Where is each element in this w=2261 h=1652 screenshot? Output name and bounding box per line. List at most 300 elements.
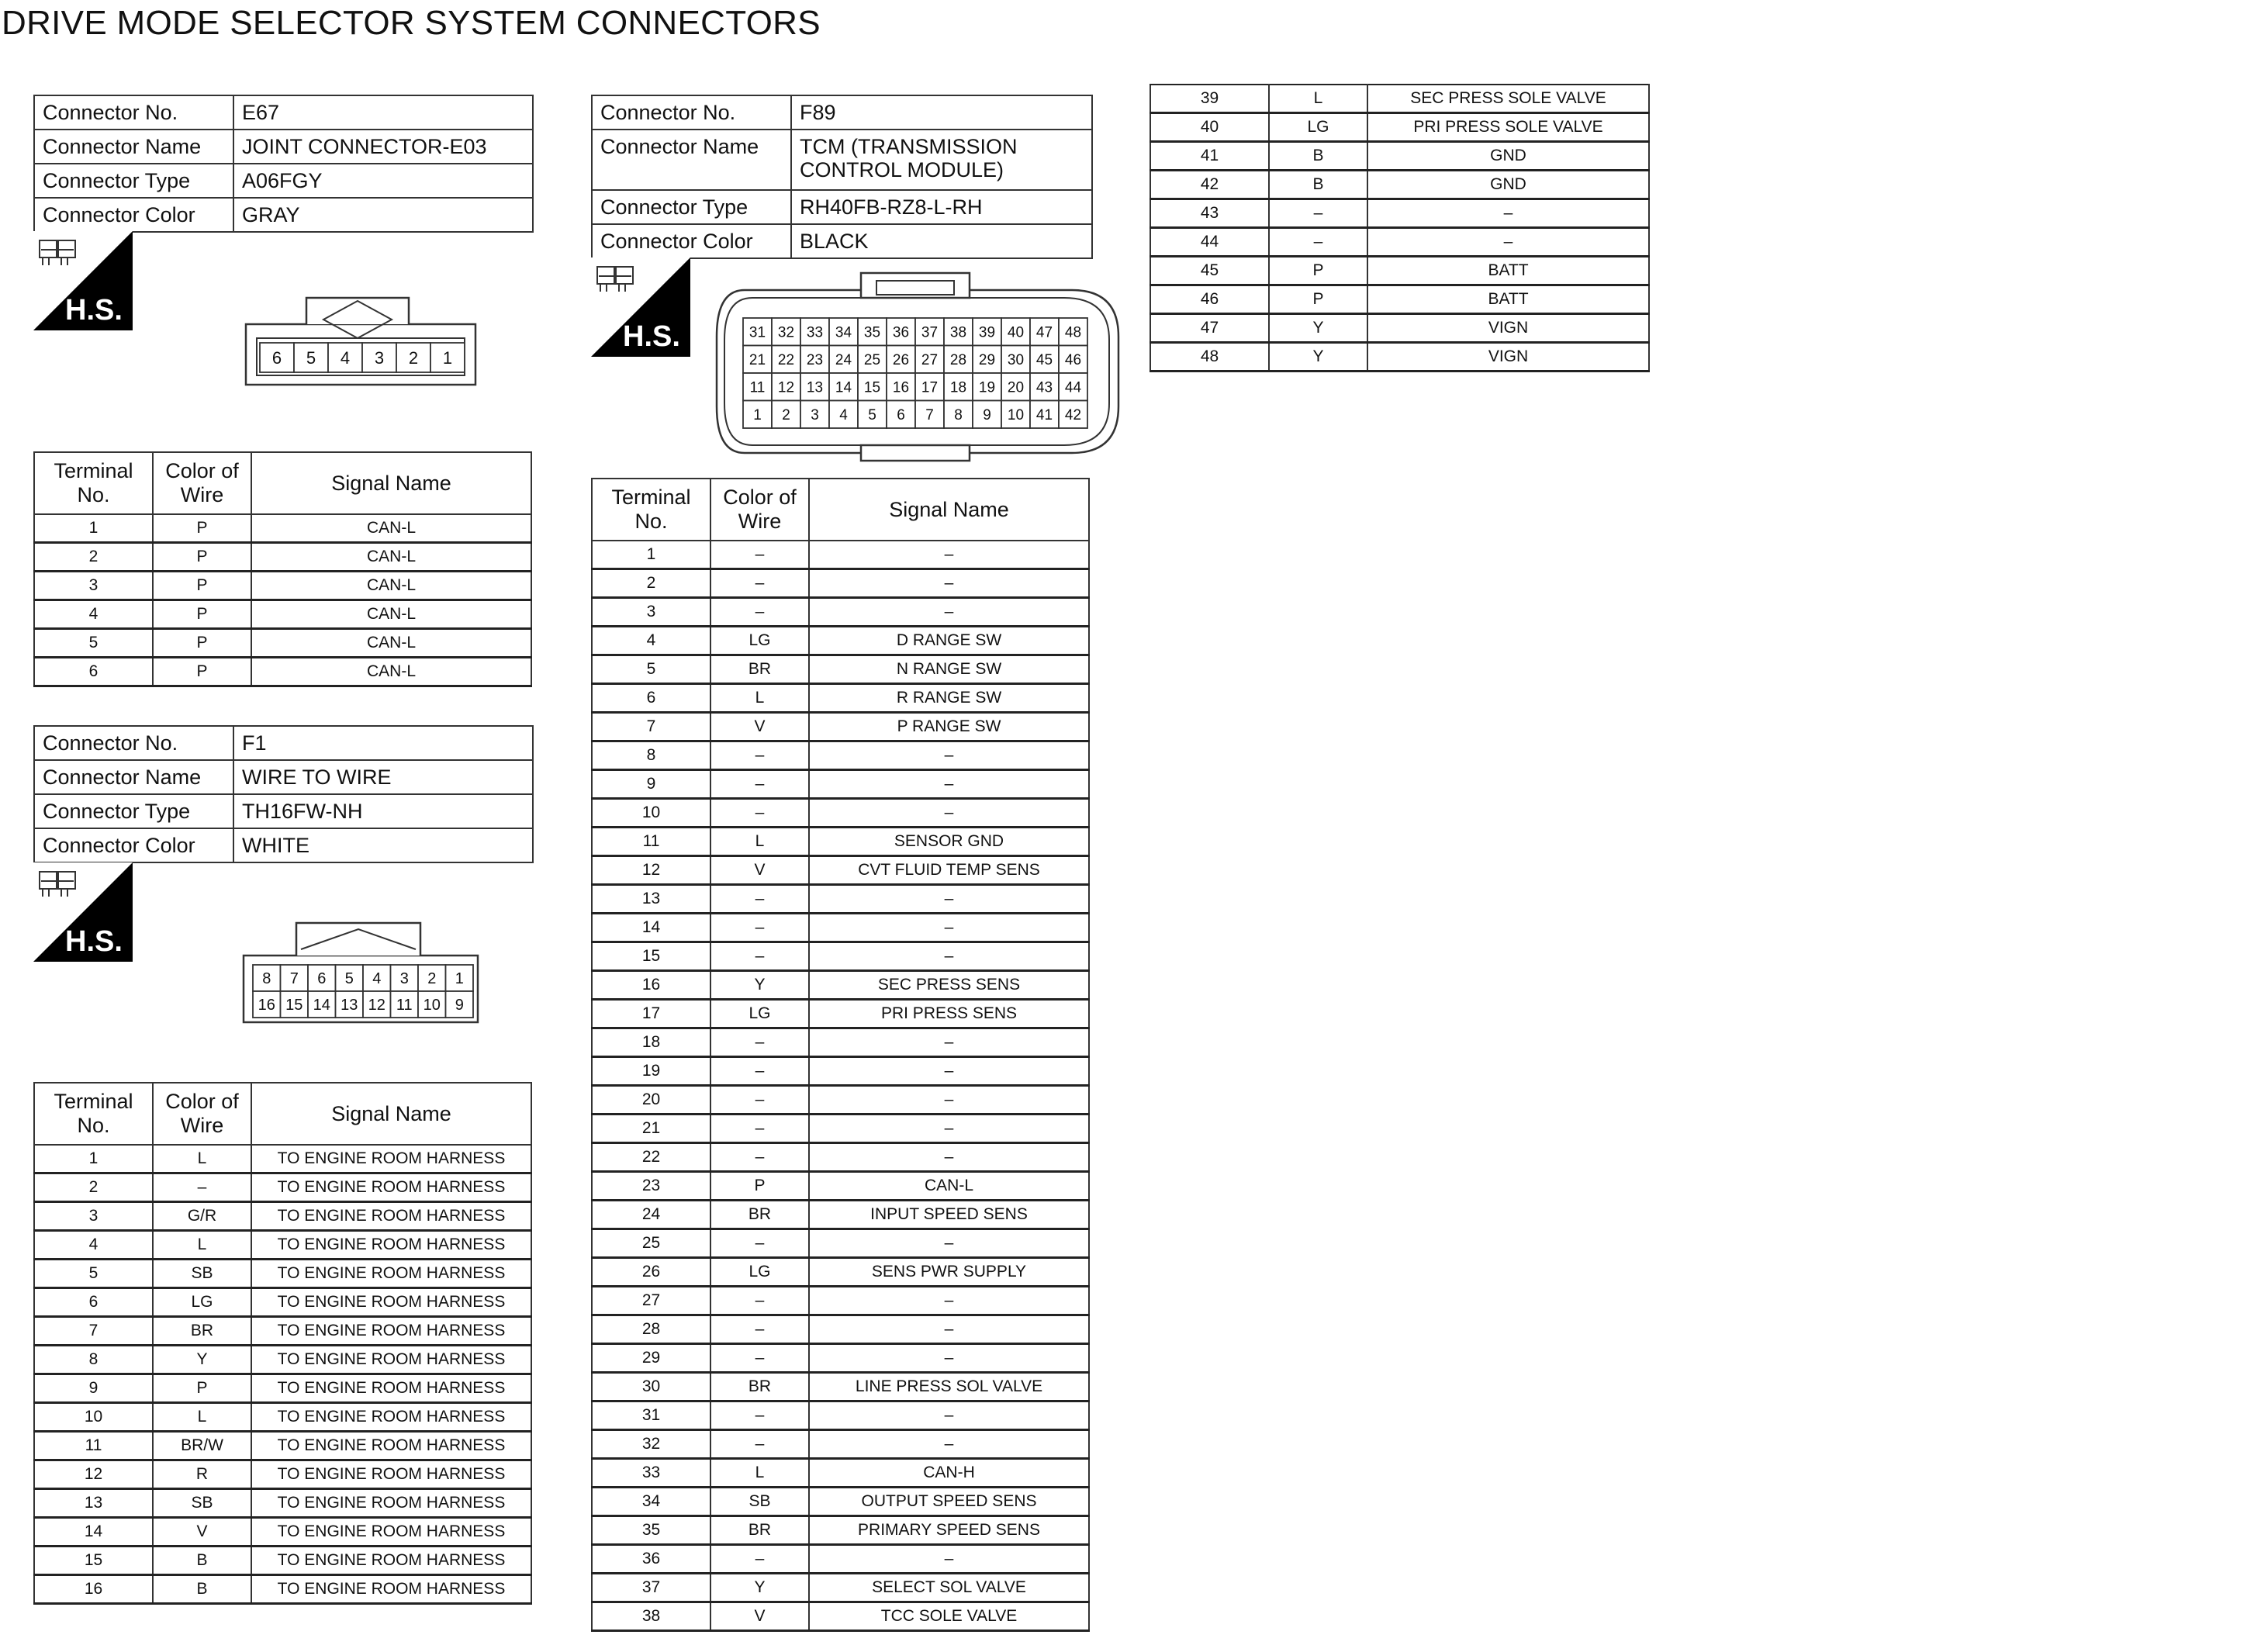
terminal-no-cell: 3 xyxy=(34,572,153,600)
f1-connector-color: WHITE xyxy=(233,828,533,862)
signal-name-header: Signal Name xyxy=(251,1083,531,1145)
table-row xyxy=(592,569,1089,598)
pin-number: 3 xyxy=(374,347,385,368)
signal-name-cell: – xyxy=(809,1287,1089,1315)
info-label: Connector No. xyxy=(592,95,791,130)
info-row xyxy=(592,224,1092,258)
e67-connector-type: A06FGY xyxy=(233,164,533,198)
info-label: Connector Name xyxy=(592,130,791,190)
table-row xyxy=(592,713,1089,741)
table-row xyxy=(34,572,531,600)
table-row xyxy=(592,914,1089,942)
e67-connector-face xyxy=(244,295,477,388)
wire-color-cell: R xyxy=(153,1460,251,1489)
wire-color-cell: LG xyxy=(1269,113,1367,142)
pin-number: 39 xyxy=(978,324,996,341)
wire-color-cell: – xyxy=(710,1430,809,1459)
signal-name-cell: – xyxy=(1367,199,1649,228)
wire-color-cell: – xyxy=(710,598,809,627)
pin-number: 10 xyxy=(1007,407,1025,424)
terminal-no-cell: 40 xyxy=(1150,113,1269,142)
table-row xyxy=(592,1287,1089,1315)
signal-name-cell: TO ENGINE ROOM HARNESS xyxy=(251,1288,531,1317)
signal-name-cell: BATT xyxy=(1367,285,1649,314)
terminal-no-cell: 43 xyxy=(1150,199,1269,228)
pin-number: 16 xyxy=(258,997,275,1014)
pin-number: 5 xyxy=(868,407,876,424)
table-row xyxy=(592,1258,1089,1287)
signal-name-cell: CVT FLUID TEMP SENS xyxy=(809,856,1089,885)
wire-color-cell: L xyxy=(153,1145,251,1173)
table-row xyxy=(1150,314,1649,343)
pin-number: 29 xyxy=(978,352,996,369)
terminal-no-cell: 4 xyxy=(592,627,710,655)
wire-color-cell: – xyxy=(710,741,809,770)
pin-number: 1 xyxy=(455,970,464,988)
info-row xyxy=(34,95,533,130)
table-row xyxy=(34,1202,531,1231)
pin-number: 3 xyxy=(399,970,409,988)
signal-name-cell: TO ENGINE ROOM HARNESS xyxy=(251,1317,531,1346)
table-row xyxy=(592,1028,1089,1057)
table-row xyxy=(592,684,1089,713)
table-row xyxy=(592,1516,1089,1545)
signal-name-cell: – xyxy=(809,1057,1089,1086)
signal-name-cell: CAN-L xyxy=(251,600,531,629)
signal-name-cell: – xyxy=(809,541,1089,569)
info-label: Connector No. xyxy=(34,95,233,130)
table-row xyxy=(592,1488,1089,1516)
pin-number: 11 xyxy=(749,379,766,396)
terminal-no-cell: 30 xyxy=(592,1373,710,1401)
wire-color-cell: P xyxy=(153,514,251,543)
wire-color-cell: – xyxy=(710,1028,809,1057)
pin-number: 36 xyxy=(892,324,910,341)
signal-name-cell: R RANGE SW xyxy=(809,684,1089,713)
pin-number: 6 xyxy=(271,347,282,368)
signal-name-cell: SENSOR GND xyxy=(809,828,1089,856)
terminal-no-cell: 13 xyxy=(34,1489,153,1518)
f1-connector-no: F1 xyxy=(233,726,533,760)
signal-name-cell: VIGN xyxy=(1367,314,1649,343)
signal-name-cell: TO ENGINE ROOM HARNESS xyxy=(251,1202,531,1231)
table-row xyxy=(1150,113,1649,142)
terminal-no-header: Terminal No. xyxy=(34,452,153,514)
wire-color-cell: P xyxy=(1269,257,1367,285)
signal-name-header: Signal Name xyxy=(809,479,1089,541)
pin-number: 15 xyxy=(285,997,303,1014)
table-row xyxy=(592,799,1089,828)
pin-number: 3 xyxy=(811,407,819,424)
table-row xyxy=(592,1459,1089,1488)
signal-name-cell: BATT xyxy=(1367,257,1649,285)
table-row xyxy=(592,1201,1089,1229)
wire-color-cell: BR xyxy=(710,1201,809,1229)
terminal-no-cell: 28 xyxy=(592,1315,710,1344)
table-row xyxy=(592,1545,1089,1574)
terminal-no-cell: 6 xyxy=(34,1288,153,1317)
wire-color-cell: SB xyxy=(153,1489,251,1518)
signal-name-cell: CAN-L xyxy=(251,629,531,658)
page-title: DRIVE MODE SELECTOR SYSTEM CONNECTORS xyxy=(2,4,821,42)
wire-color-cell: – xyxy=(710,541,809,569)
wire-color-cell: Y xyxy=(710,971,809,1000)
table-row xyxy=(34,1489,531,1518)
terminal-no-cell: 46 xyxy=(1150,285,1269,314)
terminal-no-cell: 5 xyxy=(34,1260,153,1288)
signal-name-cell: CAN-L xyxy=(251,658,531,686)
signal-name-cell: PRI PRESS SENS xyxy=(809,1000,1089,1028)
terminal-no-cell: 5 xyxy=(34,629,153,658)
table-row xyxy=(34,1575,531,1604)
wire-color-cell: Y xyxy=(710,1574,809,1602)
wire-color-cell: – xyxy=(153,1173,251,1202)
pin-number: 31 xyxy=(748,324,766,341)
signal-name-cell: VIGN xyxy=(1367,343,1649,372)
table-row xyxy=(592,1000,1089,1028)
pin-number: 10 xyxy=(423,997,441,1014)
pin-number: 21 xyxy=(748,352,766,369)
signal-name-cell: TO ENGINE ROOM HARNESS xyxy=(251,1374,531,1403)
wire-color-cell: BR xyxy=(710,655,809,684)
terminal-no-cell: 4 xyxy=(34,1231,153,1260)
pin-number: 4 xyxy=(839,407,848,424)
wire-color-cell: Y xyxy=(1269,314,1367,343)
terminal-no-cell: 20 xyxy=(592,1086,710,1115)
pin-number: 1 xyxy=(753,407,762,424)
pin-number: 16 xyxy=(892,379,910,396)
wire-color-cell: V xyxy=(710,1602,809,1631)
hs-label: H.S. xyxy=(623,320,680,353)
signal-name-cell: SEC PRESS SENS xyxy=(809,971,1089,1000)
wire-color-cell: – xyxy=(710,1143,809,1172)
wire-color-cell: LG xyxy=(710,1258,809,1287)
signal-name-cell: TO ENGINE ROOM HARNESS xyxy=(251,1489,531,1518)
terminal-no-cell: 42 xyxy=(1150,171,1269,199)
terminal-no-cell: 15 xyxy=(592,942,710,971)
wire-color-cell: P xyxy=(1269,285,1367,314)
terminal-no-cell: 29 xyxy=(592,1344,710,1373)
table-row xyxy=(592,770,1089,799)
wire-color-cell: – xyxy=(710,1401,809,1430)
pin-number: 15 xyxy=(863,379,881,396)
wire-color-cell: – xyxy=(710,942,809,971)
wire-color-cell: – xyxy=(710,799,809,828)
wire-color-cell: B xyxy=(153,1547,251,1575)
wire-color-header: Color of Wire xyxy=(153,1083,251,1145)
terminal-no-cell: 32 xyxy=(592,1430,710,1459)
terminal-no-cell: 12 xyxy=(592,856,710,885)
signal-name-cell: TO ENGINE ROOM HARNESS xyxy=(251,1403,531,1432)
signal-name-cell: SEC PRESS SOLE VALVE xyxy=(1367,85,1649,113)
wire-color-cell: P xyxy=(153,658,251,686)
terminal-no-cell: 36 xyxy=(592,1545,710,1574)
pin-number: 22 xyxy=(777,352,795,369)
info-row xyxy=(34,164,533,198)
table-row xyxy=(592,1229,1089,1258)
e67-terminal-table xyxy=(33,451,532,687)
pin-number: 6 xyxy=(317,970,327,988)
terminal-no-cell: 22 xyxy=(592,1143,710,1172)
signal-name-cell: – xyxy=(1367,228,1649,257)
signal-name-cell: INPUT SPEED SENS xyxy=(809,1201,1089,1229)
wire-color-cell: P xyxy=(153,572,251,600)
wire-color-cell: B xyxy=(153,1575,251,1604)
pin-number: 35 xyxy=(863,324,881,341)
terminal-no-cell: 1 xyxy=(592,541,710,569)
signal-name-cell: – xyxy=(809,1401,1089,1430)
f1-terminal-table xyxy=(33,1082,532,1605)
table-row xyxy=(592,1602,1089,1631)
terminal-no-cell: 25 xyxy=(592,1229,710,1258)
hs-label: H.S. xyxy=(65,925,123,958)
wire-color-cell: – xyxy=(710,1086,809,1115)
signal-name-cell: CAN-L xyxy=(251,572,531,600)
pin-number: 40 xyxy=(1007,324,1025,341)
wire-color-cell: B xyxy=(1269,171,1367,199)
signal-name-cell: OUTPUT SPEED SENS xyxy=(809,1488,1089,1516)
wire-color-cell: V xyxy=(153,1518,251,1547)
f89-connector-color: BLACK xyxy=(791,224,1092,258)
signal-name-cell: – xyxy=(809,1344,1089,1373)
wire-color-cell: – xyxy=(710,770,809,799)
signal-name-cell: TO ENGINE ROOM HARNESS xyxy=(251,1231,531,1260)
signal-name-cell: SELECT SOL VALVE xyxy=(809,1574,1089,1602)
f89-connector-no: F89 xyxy=(791,95,1092,130)
wire-color-cell: BR xyxy=(710,1373,809,1401)
pin-number: 28 xyxy=(949,352,967,369)
pin-number: 45 xyxy=(1035,352,1053,369)
signal-name-cell: LINE PRESS SOL VALVE xyxy=(809,1373,1089,1401)
terminal-no-cell: 2 xyxy=(34,1173,153,1202)
info-label: Connector Color xyxy=(34,198,233,232)
wire-color-cell: Y xyxy=(153,1346,251,1374)
hs-badge xyxy=(33,231,133,330)
terminal-no-cell: 26 xyxy=(592,1258,710,1287)
signal-name-cell: – xyxy=(809,1315,1089,1344)
pin-number: 44 xyxy=(1064,379,1082,396)
signal-name-cell: – xyxy=(809,741,1089,770)
terminal-no-cell: 10 xyxy=(34,1403,153,1432)
terminal-no-cell: 45 xyxy=(1150,257,1269,285)
info-label: Connector Name xyxy=(34,130,233,164)
pin-number: 5 xyxy=(306,347,316,368)
signal-name-cell: GND xyxy=(1367,171,1649,199)
terminal-no-cell: 39 xyxy=(1150,85,1269,113)
terminal-no-cell: 24 xyxy=(592,1201,710,1229)
wire-color-cell: Y xyxy=(1269,343,1367,372)
pin-number: 46 xyxy=(1064,352,1082,369)
signal-name-cell: PRIMARY SPEED SENS xyxy=(809,1516,1089,1545)
wire-color-cell: BR xyxy=(710,1516,809,1545)
e67-connector-color: GRAY xyxy=(233,198,533,232)
wire-color-cell: LG xyxy=(153,1288,251,1317)
signal-name-cell: TO ENGINE ROOM HARNESS xyxy=(251,1460,531,1489)
pin-number: 38 xyxy=(949,324,967,341)
pin-number: 20 xyxy=(1007,379,1025,396)
signal-name-cell: CAN-L xyxy=(809,1172,1089,1201)
wire-color-cell: LG xyxy=(710,1000,809,1028)
info-row xyxy=(34,726,533,760)
wire-color-cell: – xyxy=(710,885,809,914)
f1-info-table xyxy=(33,725,534,863)
table-row xyxy=(592,1143,1089,1172)
signal-name-cell: CAN-L xyxy=(251,543,531,572)
table-row xyxy=(592,598,1089,627)
table-row xyxy=(1150,343,1649,372)
pin-number: 43 xyxy=(1035,379,1053,396)
pin-number: 23 xyxy=(806,352,824,369)
signal-name-cell: – xyxy=(809,1430,1089,1459)
pin-number: 2 xyxy=(782,407,790,424)
table-row xyxy=(592,942,1089,971)
terminal-no-cell: 5 xyxy=(592,655,710,684)
signal-name-cell: TO ENGINE ROOM HARNESS xyxy=(251,1145,531,1173)
signal-name-cell: – xyxy=(809,885,1089,914)
signal-name-cell: P RANGE SW xyxy=(809,713,1089,741)
terminal-no-cell: 19 xyxy=(592,1057,710,1086)
pin-number: 4 xyxy=(372,970,382,988)
wire-color-cell: – xyxy=(1269,228,1367,257)
terminal-no-cell: 33 xyxy=(592,1459,710,1488)
table-row xyxy=(592,1172,1089,1201)
table-row xyxy=(34,1432,531,1460)
wire-color-cell: SB xyxy=(710,1488,809,1516)
terminal-no-cell: 1 xyxy=(34,514,153,543)
table-header-row xyxy=(592,479,1089,541)
f1-connector-type: TH16FW-NH xyxy=(233,794,533,828)
table-row xyxy=(592,1315,1089,1344)
pin-number: 14 xyxy=(313,997,330,1014)
info-row xyxy=(34,198,533,232)
table-row xyxy=(592,1373,1089,1401)
info-row xyxy=(34,760,533,794)
pin-number: 9 xyxy=(455,997,464,1014)
table-row xyxy=(592,971,1089,1000)
wire-color-cell: P xyxy=(153,600,251,629)
pin-number: 1 xyxy=(442,347,453,368)
f89-connector-type: RH40FB-RZ8-L-RH xyxy=(791,190,1092,224)
signal-name-cell: TO ENGINE ROOM HARNESS xyxy=(251,1173,531,1202)
signal-name-cell: – xyxy=(809,1229,1089,1258)
terminal-no-cell: 16 xyxy=(34,1575,153,1604)
wire-color-cell: LG xyxy=(710,627,809,655)
f89-info-table xyxy=(591,95,1093,259)
table-row xyxy=(34,514,531,543)
wire-color-cell: – xyxy=(710,914,809,942)
signal-name-cell: TO ENGINE ROOM HARNESS xyxy=(251,1432,531,1460)
wire-color-cell: L xyxy=(153,1403,251,1432)
signal-name-cell: TCC SOLE VALVE xyxy=(809,1602,1089,1631)
info-row xyxy=(592,130,1092,190)
table-row xyxy=(592,541,1089,569)
table-row xyxy=(34,1374,531,1403)
pin-number: 13 xyxy=(341,997,358,1014)
wire-color-cell: – xyxy=(710,1315,809,1344)
table-row xyxy=(592,1344,1089,1373)
pin-number: 18 xyxy=(949,379,967,396)
table-row xyxy=(34,1173,531,1202)
wire-color-cell: BR xyxy=(153,1317,251,1346)
terminal-no-cell: 44 xyxy=(1150,228,1269,257)
pin-number: 41 xyxy=(1035,407,1053,424)
terminal-no-cell: 4 xyxy=(34,600,153,629)
pin-number: 37 xyxy=(921,324,939,341)
table-row xyxy=(592,1430,1089,1459)
wire-color-cell: P xyxy=(710,1172,809,1201)
wire-color-cell: L xyxy=(153,1231,251,1260)
info-row xyxy=(34,828,533,862)
pin-number: 8 xyxy=(262,970,271,988)
signal-name-cell: – xyxy=(809,569,1089,598)
terminal-no-cell: 47 xyxy=(1150,314,1269,343)
terminal-no-cell: 14 xyxy=(34,1518,153,1547)
pin-number: 5 xyxy=(344,970,354,988)
table-row xyxy=(592,856,1089,885)
terminal-no-cell: 18 xyxy=(592,1028,710,1057)
table-row xyxy=(1150,257,1649,285)
table-row xyxy=(592,1574,1089,1602)
table-row xyxy=(34,1260,531,1288)
table-header-row xyxy=(34,1083,531,1145)
terminal-no-cell: 12 xyxy=(34,1460,153,1489)
terminal-no-cell: 23 xyxy=(592,1172,710,1201)
terminal-no-cell: 34 xyxy=(592,1488,710,1516)
table-row xyxy=(34,543,531,572)
info-row xyxy=(34,794,533,828)
signal-name-cell: SENS PWR SUPPLY xyxy=(809,1258,1089,1287)
table-row xyxy=(592,885,1089,914)
wire-color-cell: P xyxy=(153,629,251,658)
wire-color-cell: – xyxy=(710,1344,809,1373)
pin-number: 33 xyxy=(806,324,824,341)
table-row xyxy=(34,1317,531,1346)
wire-color-cell: L xyxy=(710,828,809,856)
terminal-no-cell: 17 xyxy=(592,1000,710,1028)
signal-name-cell: – xyxy=(809,1086,1089,1115)
info-label: Connector Type xyxy=(34,794,233,828)
pin-number: 17 xyxy=(921,379,939,396)
signal-name-cell: TO ENGINE ROOM HARNESS xyxy=(251,1547,531,1575)
table-row xyxy=(592,1086,1089,1115)
signal-name-cell: – xyxy=(809,598,1089,627)
table-row xyxy=(34,658,531,686)
pin-number: 13 xyxy=(806,379,824,396)
signal-name-cell: – xyxy=(809,799,1089,828)
pin-number: 12 xyxy=(777,379,795,396)
hs-badge xyxy=(33,862,133,962)
terminal-no-cell: 13 xyxy=(592,885,710,914)
terminal-no-cell: 21 xyxy=(592,1115,710,1143)
f89-terminal-table-continued xyxy=(1150,84,1650,372)
signal-name-cell: CAN-L xyxy=(251,514,531,543)
info-label: Connector Name xyxy=(34,760,233,794)
table-row xyxy=(34,1288,531,1317)
wire-color-cell: – xyxy=(710,1287,809,1315)
pin-number: 26 xyxy=(892,352,910,369)
signal-name-cell: PRI PRESS SOLE VALVE xyxy=(1367,113,1649,142)
wire-color-cell: – xyxy=(710,1115,809,1143)
info-label: Connector Type xyxy=(592,190,791,224)
pin-number: 6 xyxy=(897,407,905,424)
table-row xyxy=(1150,142,1649,171)
table-row xyxy=(592,1115,1089,1143)
table-row xyxy=(592,828,1089,856)
table-row xyxy=(34,1231,531,1260)
pin-number: 7 xyxy=(925,407,934,424)
pin-number: 11 xyxy=(396,997,413,1014)
table-row xyxy=(34,600,531,629)
